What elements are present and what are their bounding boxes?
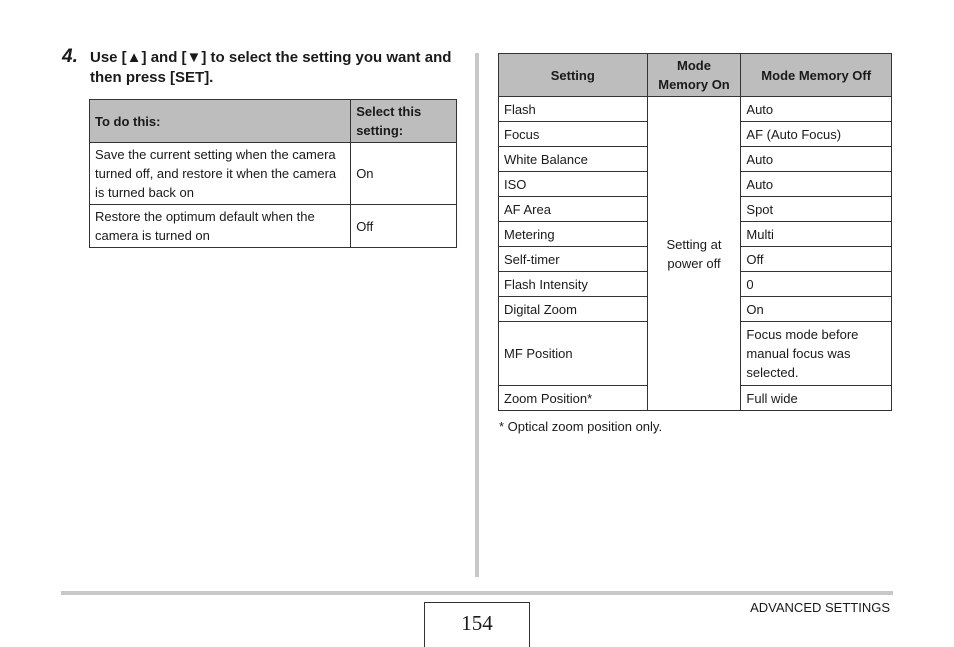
column-header: Select this setting:	[351, 100, 457, 143]
table-row	[90, 205, 457, 248]
memory-off-cell: Off	[741, 247, 892, 272]
step-number: 4.	[62, 46, 78, 67]
table-cell: Restore the optimum default when the camera is turned on	[90, 205, 351, 248]
column-header: Setting	[499, 54, 648, 97]
table-row	[90, 143, 457, 205]
table-header-row	[499, 54, 892, 97]
table-header-row	[90, 100, 457, 143]
page-number-box	[424, 602, 530, 647]
memory-off-cell: Auto	[741, 147, 892, 172]
memory-off-cell: Spot	[741, 197, 892, 222]
memory-off-cell: On	[741, 297, 892, 322]
setting-cell: ISO	[499, 172, 648, 197]
setting-cell: Flash	[499, 97, 648, 122]
column-header: To do this:	[90, 100, 351, 143]
column-header: Mode Memory On	[647, 54, 741, 97]
memory-on-cell: Setting at power off	[647, 97, 741, 411]
column-divider	[475, 53, 479, 577]
setting-cell: Digital Zoom	[499, 297, 648, 322]
step-text: Use [▲] and [▼] to select the setting you want and then press [SET].	[90, 49, 452, 86]
memory-off-cell: Auto	[741, 97, 892, 122]
setting-cell: Metering	[499, 222, 648, 247]
setting-cell: Focus	[499, 122, 648, 147]
setting-cell: MF Position	[499, 322, 648, 386]
table-cell: Off	[351, 205, 457, 248]
setting-cell: White Balance	[499, 147, 648, 172]
page-number: 154	[461, 611, 493, 635]
table-cell: Save the current setting when the camera turned off, and restore it when the camera is turned back on	[90, 143, 351, 205]
table-cell: On	[351, 143, 457, 205]
column-header: Mode Memory Off	[741, 54, 892, 97]
setting-cell: AF Area	[499, 197, 648, 222]
mode-memory-table	[498, 53, 892, 411]
memory-option-table	[89, 99, 457, 248]
table-row	[499, 97, 892, 122]
setting-cell: Flash Intensity	[499, 272, 648, 297]
memory-off-cell: Full wide	[741, 386, 892, 411]
section-title: ADVANCED SETTINGS	[750, 600, 890, 615]
footnote: * Optical zoom position only.	[499, 419, 663, 434]
footer-rule	[61, 591, 893, 595]
memory-off-cell: 0	[741, 272, 892, 297]
memory-off-cell: Focus mode before manual focus was selected.	[741, 322, 892, 386]
memory-off-cell: AF (Auto Focus)	[741, 122, 892, 147]
memory-off-cell: Multi	[741, 222, 892, 247]
setting-cell: Zoom Position*	[499, 386, 648, 411]
setting-cell: Self-timer	[499, 247, 648, 272]
memory-off-cell: Auto	[741, 172, 892, 197]
